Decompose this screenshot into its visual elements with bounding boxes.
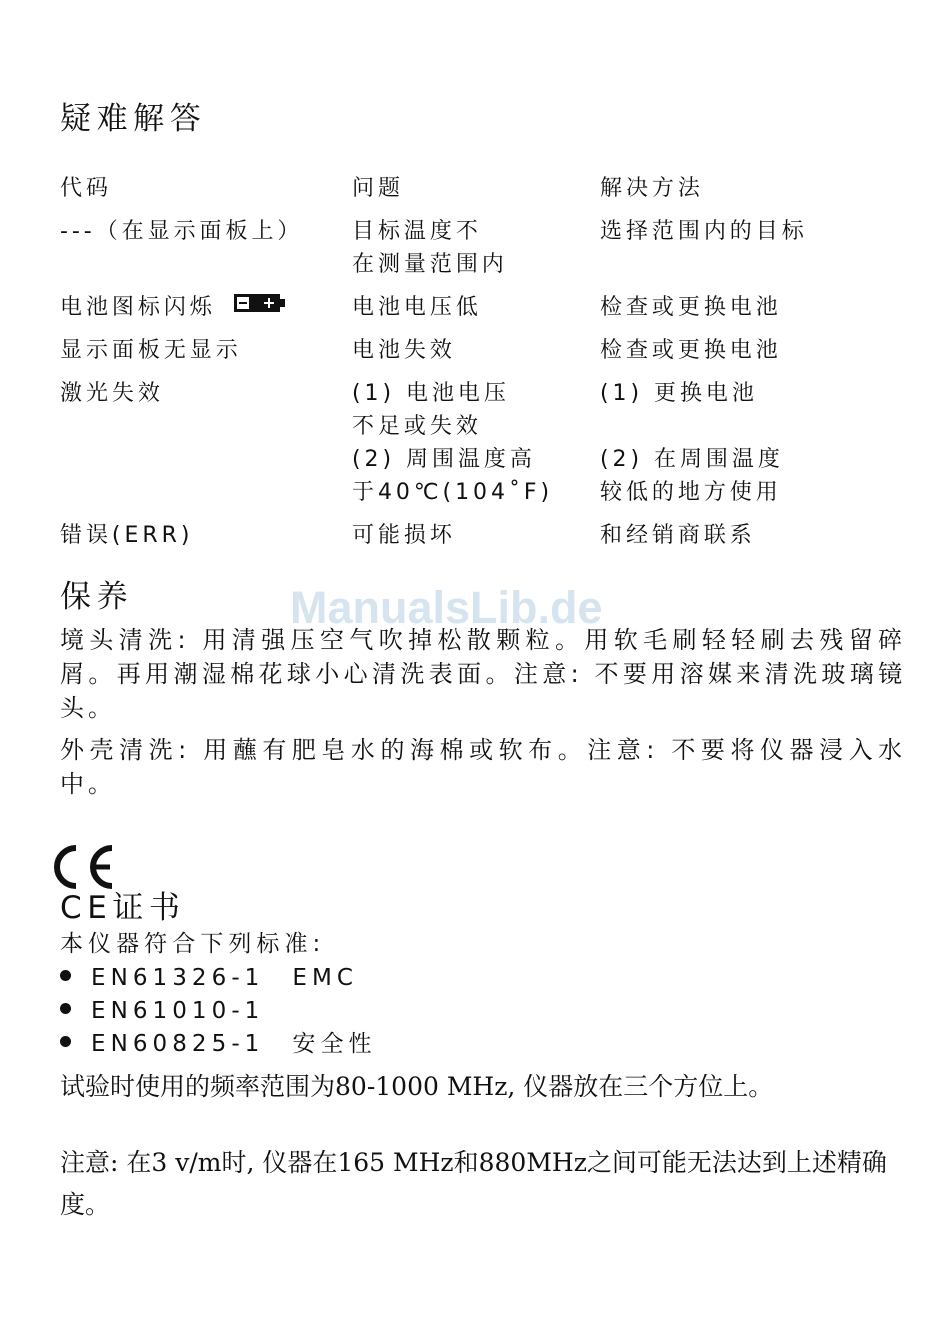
header-code: 代码	[60, 176, 112, 201]
watermark: ManualsLib.de	[290, 582, 603, 633]
bullet-icon	[60, 1036, 71, 1047]
row-problem-line: (1) 电池电压	[352, 381, 510, 406]
row-problem-line: 于40℃(104˚F)	[352, 480, 554, 505]
row-problem-line: 在测量范围内	[352, 252, 508, 277]
row-code-text: 电池图标闪烁	[60, 295, 216, 320]
test-frequency-note: 试验时使用的频率范围为80-1000 MHz, 仪器放在三个方位上。	[60, 1072, 774, 1101]
row-solution-line: 选择范围内的目标	[600, 219, 808, 244]
row-problem-line: 不足或失效	[352, 414, 482, 439]
header-solution: 解决方法	[600, 176, 704, 201]
maintenance-title: 保养	[60, 579, 134, 615]
ce-mark-icon	[48, 842, 116, 892]
row-code: 激光失效	[60, 381, 164, 406]
row-problem-line: 电池电压低	[352, 295, 482, 320]
bullet-icon	[60, 1003, 71, 1014]
standard-item	[60, 1028, 377, 1061]
row-solution-line: 和经销商联系	[600, 523, 756, 548]
row-code: 显示面板无显示	[60, 338, 242, 363]
row-solution-line: 检查或更换电池	[600, 338, 782, 363]
row-solution-line: 较低的地方使用	[600, 480, 782, 505]
standard-label: EN61010-1	[91, 998, 265, 1024]
header-problem: 问题	[352, 176, 404, 201]
standards-intro: 本仪器符合下列标准:	[60, 931, 326, 957]
standard-item	[60, 995, 264, 1028]
row-solution-line: 检查或更换电池	[600, 295, 782, 320]
row-solution-line: (2) 在周围温度	[600, 447, 784, 472]
ce-certificate-title: CE证书	[60, 890, 186, 926]
row-solution-line: (1) 更换电池	[600, 381, 758, 406]
standard-item	[60, 962, 358, 995]
accuracy-warning: 注意: 在3 v/m时, 仪器在165 MHz和880MHz之间可能无法达到上述精确度。	[60, 1148, 887, 1219]
row-code: 错误(ERR)	[60, 523, 194, 548]
battery-icon	[234, 293, 280, 311]
row-code	[60, 291, 280, 324]
row-problem-line: 可能损坏	[352, 523, 456, 548]
bullet-icon	[60, 970, 71, 981]
standard-label: EN60825-1 安全性	[91, 1031, 377, 1057]
housing-cleaning-paragraph: 外壳清洗: 用蘸有肥皂水的海棉或软布。注意: 不要将仪器浸入水中。	[60, 736, 906, 798]
troubleshooting-title: 疑难解答	[60, 101, 207, 137]
lens-cleaning-paragraph: 境头清洗: 用清强压空气吹掉松散颗粒。用软毛刷轻轻刷去残留碎屑。再用潮湿棉花球小心清洗表面。注意: 不要用溶媒来清洗玻璃镜头。	[60, 626, 906, 722]
row-problem-line: 电池失效	[352, 338, 456, 363]
standard-label: EN61326-1 EMC	[91, 965, 359, 991]
row-problem-line: 目标温度不	[352, 219, 482, 244]
row-problem-line: (2) 周围温度高	[352, 447, 536, 472]
row-code: ---（在显示面板上）	[60, 219, 304, 244]
